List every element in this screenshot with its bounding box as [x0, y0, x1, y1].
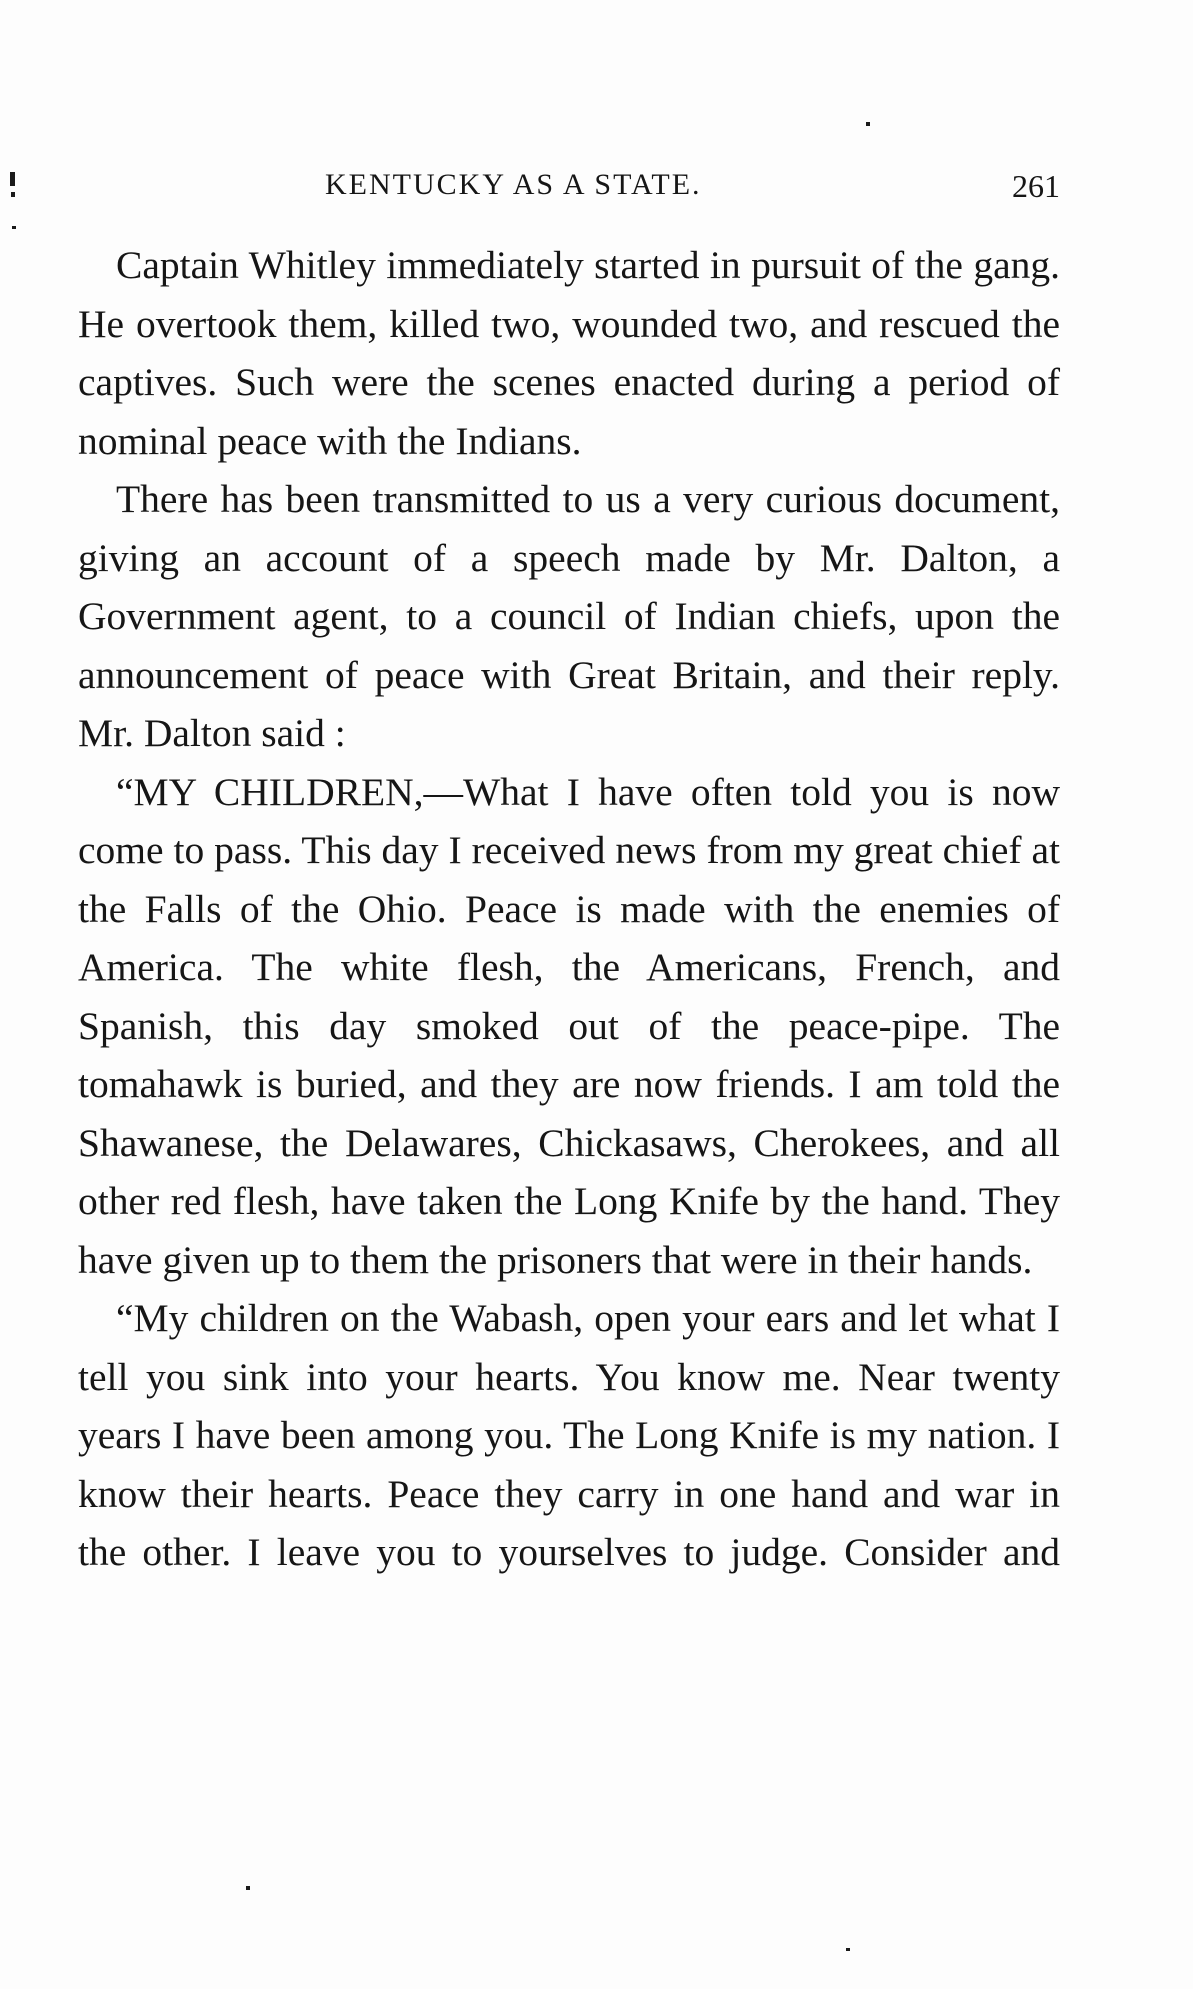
text-line: let what I tell you sink into your hearts. You know — [78, 1296, 1060, 1399]
text-line: “My children on the Wabash, open your ears and — [116, 1296, 898, 1340]
text-line: document, giving an account of a speech made by — [78, 477, 1060, 580]
text-line: Indian chiefs, upon the announcement of peace with — [78, 594, 1061, 697]
scan-speck — [11, 192, 15, 197]
text-line: Mr. Dalton, a Government agent, to a council of — [78, 535, 1061, 638]
scan-speck — [866, 122, 870, 126]
running-title: KENTUCKY AS A STATE. — [325, 168, 702, 201]
text-line: the Americans, French, and Spanish, this day smoked — [78, 945, 1061, 1048]
page-number: 261 — [1012, 168, 1060, 204]
paragraph — [78, 236, 1060, 470]
text-line: “MY CHILDREN,—What I have often told you is — [116, 769, 974, 814]
text-line: There has been transmitted to us a very curious — [116, 477, 882, 521]
text-line: hands. — [930, 1237, 1033, 1282]
text-line: enacted during a period of nominal peace with the — [78, 360, 1061, 463]
scan-speck — [10, 172, 15, 186]
running-head — [78, 168, 1060, 212]
text-line: out of the peace-pipe. The tomahawk is buried, and — [78, 1003, 1061, 1106]
paragraph — [78, 470, 1060, 763]
text-line: made with the enemies of America. The white flesh, — [78, 886, 1060, 989]
paragraph — [78, 1289, 1060, 1582]
scan-speck — [246, 1886, 250, 1890]
text-line: me. Near twenty years I have been among you. — [78, 1354, 1060, 1457]
text-line: Peace they carry in one hand and war in the other. — [78, 1471, 1061, 1574]
text-line: they are now friends. I am told the Shawanese, the — [78, 1062, 1061, 1165]
text-line: The Long Knife is my nation. I know their hearts. — [78, 1413, 1060, 1516]
paragraph — [78, 763, 1060, 1290]
text-line: I leave you to yourselves to judge. Consider and — [247, 1530, 1060, 1574]
body-text — [78, 236, 1060, 1582]
text-line: my great chief at the Falls of the Ohio. Peace is — [78, 828, 1061, 931]
text-line: gang. He overtook them, killed two, wounded two, — [78, 243, 1060, 346]
text-line: Indians. — [455, 418, 582, 463]
text-line: Delawares, Chickasaws, Cherokees, and all other red — [78, 1120, 1061, 1223]
text-line: have given up to them the prisoners that were in their — [78, 1237, 921, 1282]
text-line: Great Britain, and their reply. Mr. Dalton said : — [78, 652, 1060, 755]
scan-speck — [12, 226, 16, 229]
text-line: flesh, have taken the Long Knife by the hand. They — [232, 1179, 1060, 1223]
text-line: Captain Whitley immediately started in pursuit of the — [116, 243, 963, 287]
text-line: and rescued the captives. Such were the scenes — [78, 301, 1061, 404]
text-line: now come to pass. This day I received news from — [78, 769, 1060, 872]
scan-speck — [846, 1948, 850, 1951]
